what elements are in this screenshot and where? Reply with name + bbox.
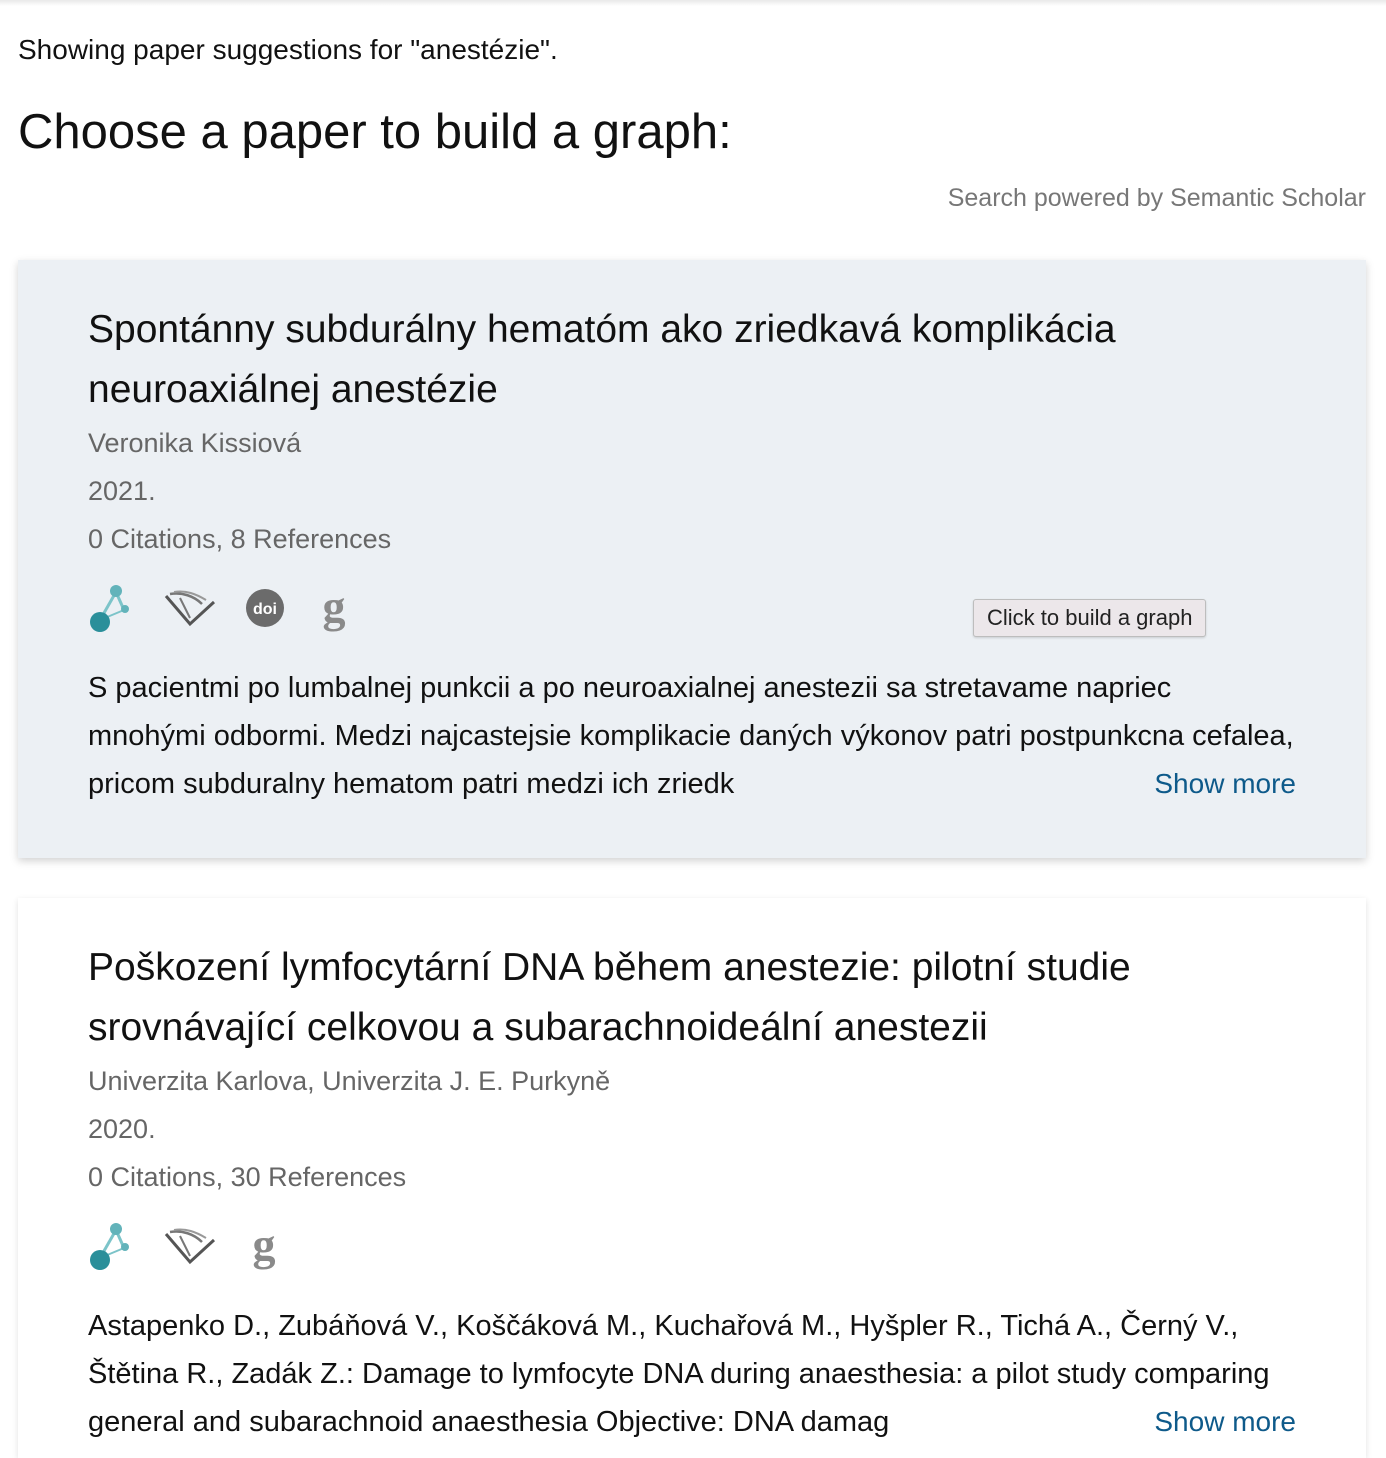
build-graph-tooltip: Click to build a graph — [973, 599, 1206, 637]
abstract-text: Astapenko D., Zubáňová V., Koščáková M., Kuchařová M., Hyšpler R., Tichá A., Černý V., Štětina R., Zadák Z.: Damage to lymfocyte DNA during anaesthesia: a pilot study comparing general and subarachnoid anaesthesia Objective: DNA damag — [88, 1310, 1270, 1438]
paper-stats: 0 Citations, 8 References — [88, 524, 392, 554]
paper-card[interactable] — [18, 260, 1366, 858]
show-more-link[interactable]: Show more — [1154, 768, 1296, 799]
semantic-scholar-icon[interactable] — [164, 1226, 216, 1271]
paper-links — [88, 582, 382, 638]
paper-year: 2021. — [88, 476, 156, 506]
svg-text:doi: doi — [253, 600, 277, 618]
paper-year: 2020. — [88, 1114, 156, 1144]
paper-card[interactable] — [18, 898, 1366, 1458]
search-summary: Showing paper suggestions for "anestézie". — [18, 34, 558, 65]
paper-abstract — [88, 664, 1296, 808]
paper-abstract — [88, 1302, 1296, 1446]
abstract-text: S pacientmi po lumbalnej punkcii a po neuroaxialnej anestezii sa stretavame napriec mnohými odbormi. Medzi najcastejsie komplikacie daných výkonov patri postpunkcna cefalea, pricom subduralny hematom patri medzi ich zriedk — [88, 672, 1294, 800]
paper-links — [88, 1220, 312, 1276]
google-scholar-icon[interactable] — [314, 584, 354, 637]
paper-title: Poškození lymfocytární DNA během anestezie: pilotní studie srovnávající celkovou a subarachnoideální anestezii — [88, 946, 1131, 1049]
svg-text:g: g — [252, 1221, 276, 1270]
page-title: Choose a paper to build a graph: — [18, 105, 732, 159]
google-scholar-icon[interactable] — [244, 1222, 284, 1275]
connected-papers-icon[interactable] — [88, 582, 136, 639]
top-divider — [0, 0, 1386, 6]
svg-text:g: g — [322, 583, 346, 632]
paper-stats: 0 Citations, 30 References — [88, 1162, 407, 1192]
connected-papers-icon[interactable] — [88, 1220, 136, 1277]
abstract-fade — [986, 760, 1136, 808]
powered-by-label: Search powered by Semantic Scholar — [947, 184, 1366, 212]
show-more-link[interactable]: Show more — [1154, 1406, 1296, 1437]
paper-authors: Univerzita Karlova, Univerzita J. E. Purkyně — [88, 1066, 611, 1096]
semantic-scholar-icon[interactable] — [164, 588, 216, 633]
doi-icon[interactable] — [244, 587, 286, 634]
paper-title: Spontánny subdurálny hematóm ako zriedkavá komplikácia neuroaxiálnej anestézie — [88, 308, 1116, 411]
paper-authors: Veronika Kissiová — [88, 428, 302, 458]
abstract-fade — [986, 1398, 1136, 1446]
